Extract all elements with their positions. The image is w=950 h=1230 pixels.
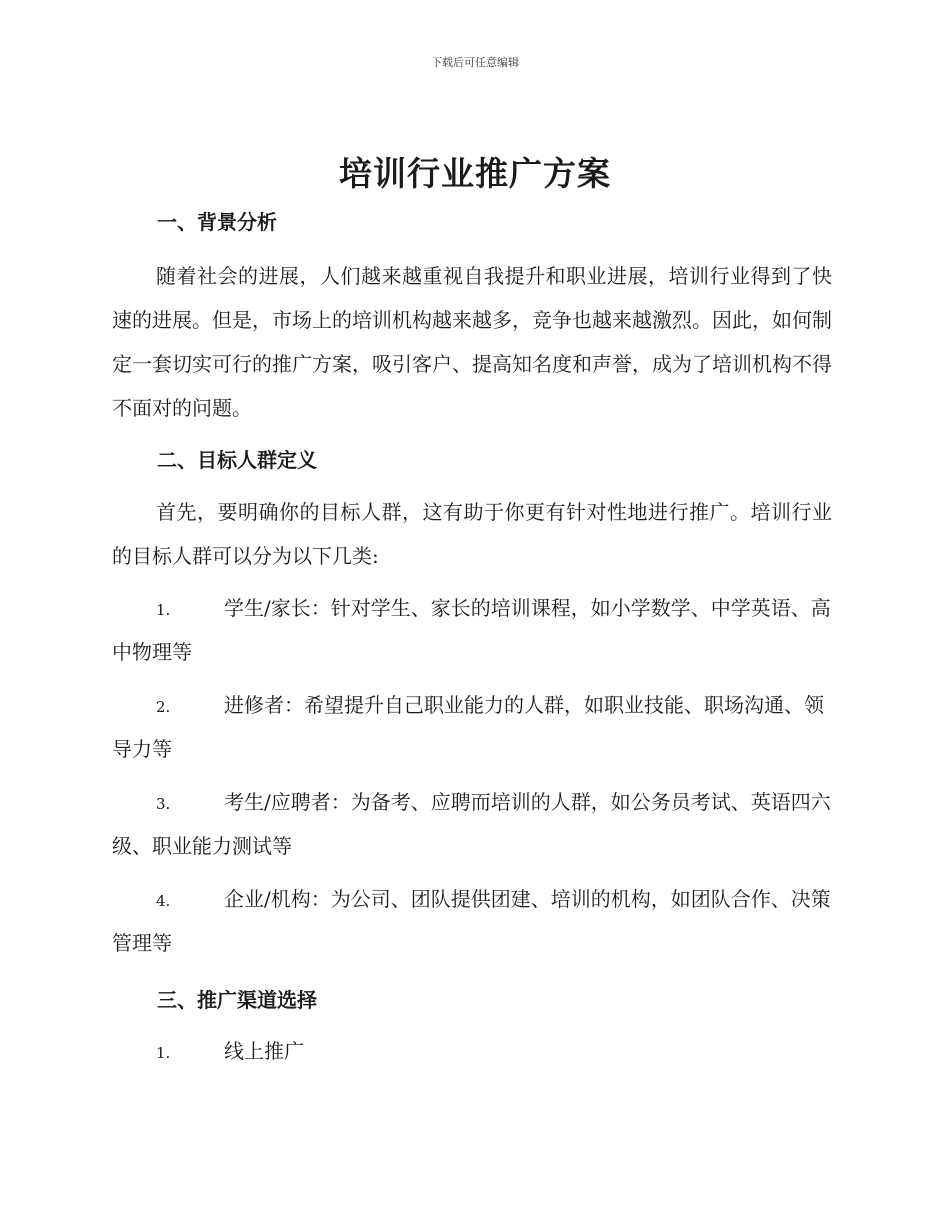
list-item [112,1030,832,1074]
list-item-text: 考生/应聘者：为备考、应聘而培训的人群，如公务员考试、英语四六级、职业能力测试等 [112,790,831,858]
list-item-number: 3. [156,795,171,813]
list-item-number: 4. [156,892,171,910]
list-item-number: 2. [156,698,171,716]
list-item-number: 1. [156,601,171,619]
list-item [112,781,832,867]
paragraph-target-audience: 首先，要明确你的目标人群，这有助于你更有针对性地进行推广。培训行业的目标人群可以分为以下几类: [112,500,832,568]
document-title: 培训行业推广方案 [339,154,611,193]
list-item [112,878,832,964]
list-item-text: 线上推广 [224,1039,304,1063]
section-heading-background: 一、背景分析 [157,210,277,234]
header-note: 下载后可任意编辑 [431,56,519,69]
list-item-number: 1. [156,1044,171,1062]
list-item-text: 企业/机构：为公司、团队提供团建、培训的机构，如团队合作、决策管理等 [112,887,831,955]
list-item [112,587,832,673]
paragraph-background: 随着社会的进展，人们越来越重视自我提升和职业进展，培训行业得到了快速的进展。但是，市场上的培训机构越来越多，竞争也越来越激烈。因此，如何制定一套切实可行的推广方案，吸引客户、提高知名度和声誉，成为了培训机构不得不面对的问题。 [112,264,832,420]
list-item-text: 学生/家长：针对学生、家长的培训课程，如小学数学、中学英语、高中物理等 [112,596,831,664]
section-heading-channels: 三、推广渠道选择 [157,988,317,1012]
list-item [112,684,832,770]
list-item-text: 进修者：希望提升自己职业能力的人群，如职业技能、职场沟通、领导力等 [112,693,824,761]
section-heading-target-audience: 二、目标人群定义 [157,448,317,472]
